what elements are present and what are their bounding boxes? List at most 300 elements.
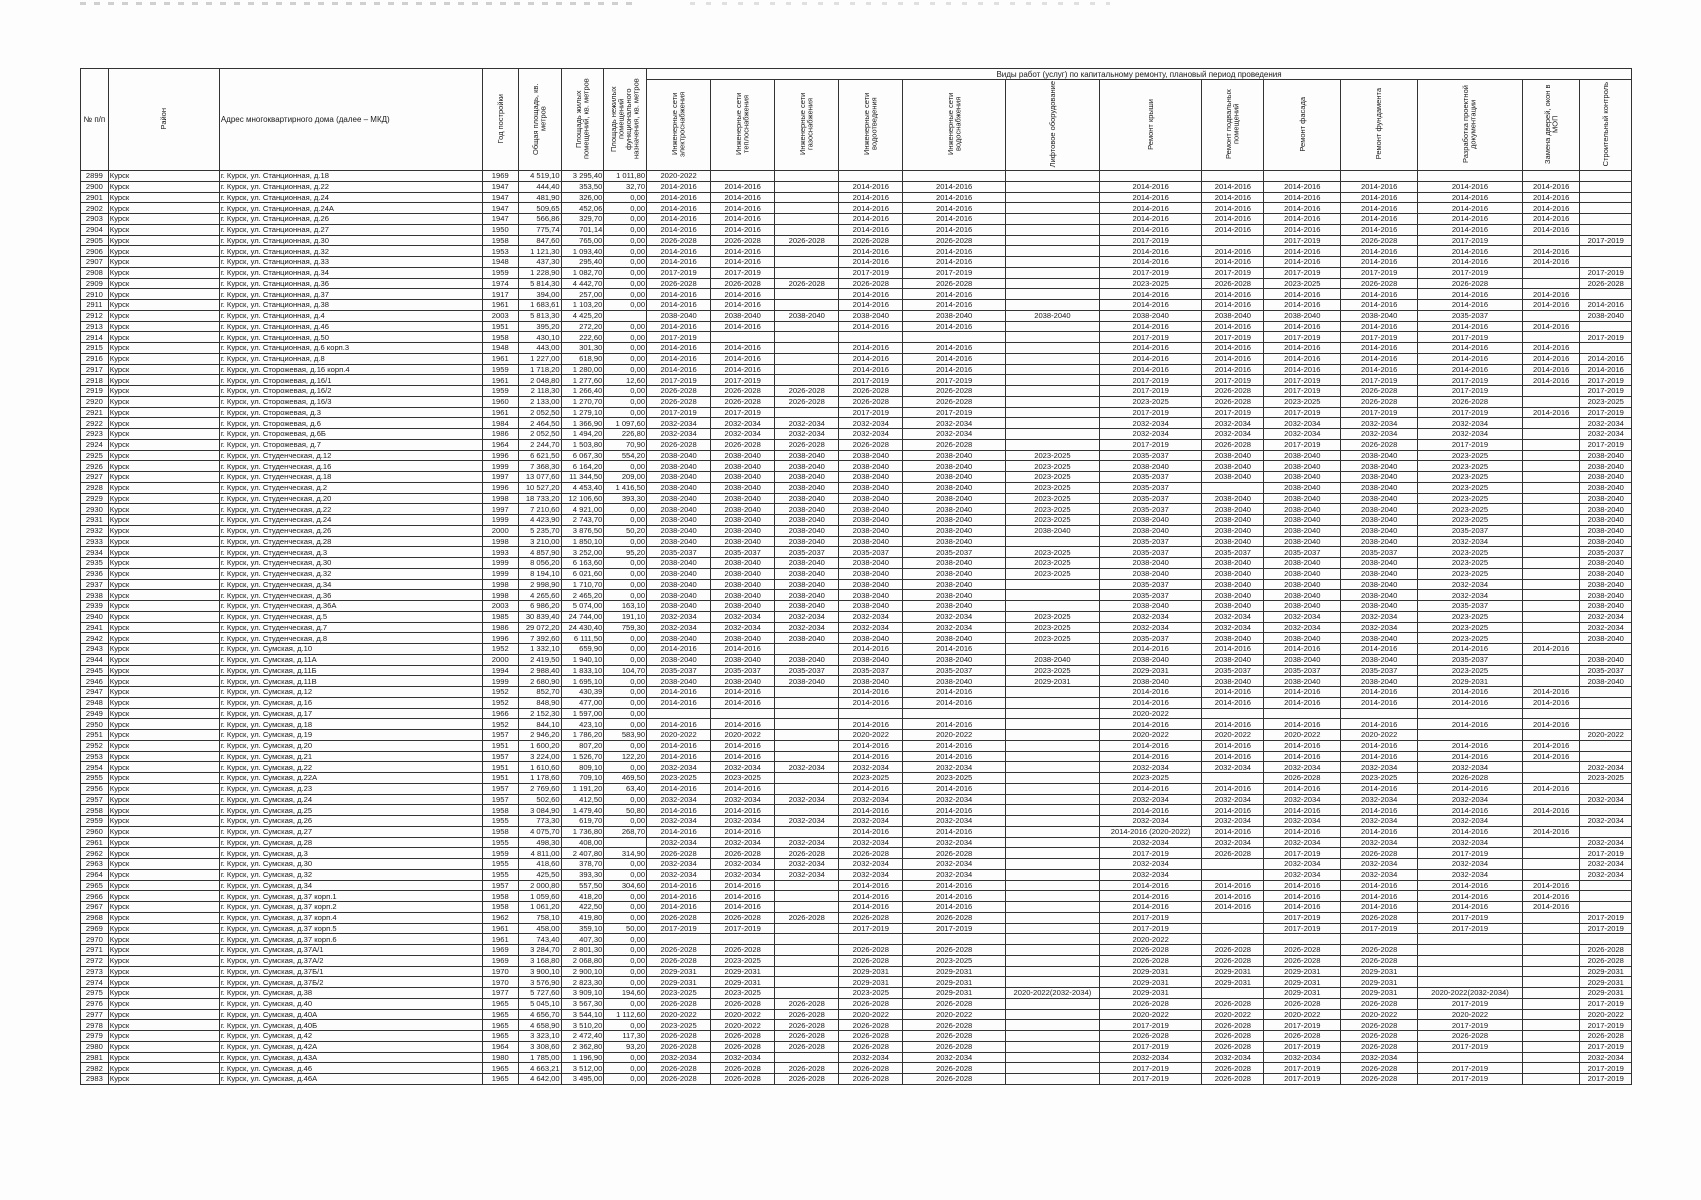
- facade-period-cell: 2014-2016: [1264, 644, 1341, 655]
- elevator-period-cell: [1005, 289, 1099, 300]
- construction-control-period-cell: [1580, 697, 1632, 708]
- nonliving-area-cell: 0,00: [604, 794, 647, 805]
- electric-period-cell: 2026-2028: [647, 998, 711, 1009]
- district-cell: Курск: [108, 321, 219, 332]
- gas-period-cell: [775, 343, 839, 354]
- elevator-period-cell: [1005, 1063, 1099, 1074]
- sewerage-period-cell: 2014-2016: [839, 343, 903, 354]
- roof-period-cell: 2017-2019: [1099, 848, 1202, 859]
- heating-period-cell: 2014-2016: [711, 880, 775, 891]
- construction-control-period-cell: 2029-2031: [1580, 966, 1632, 977]
- living-area-cell: 2 472,40: [561, 1031, 604, 1042]
- basement-period-cell: 2035-2037: [1202, 665, 1264, 676]
- nonliving-area-cell: 50,80: [604, 805, 647, 816]
- facade-period-cell: 2020-2022: [1264, 1009, 1341, 1020]
- table-row: [81, 719, 1632, 730]
- table-row: [81, 321, 1632, 332]
- elevator-period-cell: [1005, 439, 1099, 450]
- table-row: [81, 622, 1632, 633]
- foundation-period-cell: 2014-2016: [1341, 214, 1418, 225]
- elevator-period-cell: [1005, 816, 1099, 827]
- doors-windows-period-cell: 2014-2016: [1522, 644, 1580, 655]
- address-cell: г. Курск, ул. Сумская, д.16: [219, 697, 482, 708]
- sewerage-period-cell: 2038-2040: [839, 633, 903, 644]
- design-docs-period-cell: 2023-2025: [1418, 622, 1523, 633]
- heating-period-cell: 2014-2016: [711, 192, 775, 203]
- sewerage-period-cell: 2032-2034: [839, 816, 903, 827]
- foundation-period-cell: 2032-2034: [1341, 611, 1418, 622]
- construction-control-period-cell: 2023-2025: [1580, 396, 1632, 407]
- facade-period-cell: 2017-2019: [1264, 923, 1341, 934]
- basement-period-cell: 2014-2016: [1202, 687, 1264, 698]
- district-cell: Курск: [108, 719, 219, 730]
- elevator-period-cell: [1005, 353, 1099, 364]
- construction-control-period-cell: 2017-2019: [1580, 998, 1632, 1009]
- row-number: 2976: [81, 998, 109, 1009]
- foundation-period-cell: 2023-2025: [1341, 773, 1418, 784]
- heating-period-cell: 2014-2016: [711, 224, 775, 235]
- gas-period-cell: 2026-2028: [775, 1074, 839, 1085]
- total-area-cell: 4 811,00: [518, 848, 561, 859]
- doors-windows-period-cell: [1522, 525, 1580, 536]
- water-period-cell: 2014-2016: [903, 644, 1006, 655]
- roof-period-cell: 2017-2019: [1099, 1074, 1202, 1085]
- year-cell: 2003: [482, 601, 518, 612]
- nonliving-area-cell: 0,00: [604, 934, 647, 945]
- electric-period-cell: 2026-2028: [647, 396, 711, 407]
- total-area-cell: 3 323,10: [518, 1031, 561, 1042]
- address-cell: г. Курск, ул. Станционная, д.8: [219, 353, 482, 364]
- elevator-period-cell: [1005, 418, 1099, 429]
- heating-period-cell: 2026-2028: [711, 912, 775, 923]
- heating-period-cell: 2014-2016: [711, 644, 775, 655]
- nonliving-area-cell: 0,00: [604, 504, 647, 515]
- living-area-cell: 1 196,90: [561, 1052, 604, 1063]
- gas-period-cell: 2038-2040: [775, 472, 839, 483]
- water-period-cell: 2026-2028: [903, 848, 1006, 859]
- basement-period-cell: 2017-2019: [1202, 375, 1264, 386]
- table-row: [81, 665, 1632, 676]
- heating-period-cell: 2014-2016: [711, 289, 775, 300]
- foundation-period-cell: 2026-2028: [1341, 235, 1418, 246]
- elevator-period-cell: [1005, 429, 1099, 440]
- year-cell: 1999: [482, 676, 518, 687]
- heating-period-cell: 2038-2040: [711, 536, 775, 547]
- total-area-cell: 1 332,10: [518, 644, 561, 655]
- district-cell: Курск: [108, 923, 219, 934]
- table-row: [81, 246, 1632, 257]
- water-period-cell: 2038-2040: [903, 461, 1006, 472]
- address-cell: г. Курск, ул. Сумская, д.30: [219, 859, 482, 870]
- elevator-period-cell: [1005, 740, 1099, 751]
- sewerage-period-cell: 2032-2034: [839, 622, 903, 633]
- doors-windows-period-cell: [1522, 461, 1580, 472]
- table-row: [81, 590, 1632, 601]
- gas-period-cell: [775, 364, 839, 375]
- electric-period-cell: 2032-2034: [647, 1052, 711, 1063]
- doors-windows-period-cell: 2014-2016: [1522, 224, 1580, 235]
- gas-period-cell: 2026-2028: [775, 439, 839, 450]
- year-cell: 1951: [482, 740, 518, 751]
- nonliving-area-cell: 0,00: [604, 461, 647, 472]
- year-cell: 1986: [482, 429, 518, 440]
- heating-period-cell: 2032-2034: [711, 837, 775, 848]
- heating-period-cell: 2035-2037: [711, 547, 775, 558]
- basement-period-cell: 2014-2016: [1202, 224, 1264, 235]
- basement-period-cell: 2032-2034: [1202, 794, 1264, 805]
- doors-windows-period-cell: [1522, 923, 1580, 934]
- sewerage-period-cell: 2014-2016: [839, 740, 903, 751]
- design-docs-period-cell: 2023-2025: [1418, 461, 1523, 472]
- total-area-cell: 10 527,20: [518, 482, 561, 493]
- gas-period-cell: [775, 783, 839, 794]
- living-area-cell: 419,80: [561, 912, 604, 923]
- water-period-cell: 2032-2034: [903, 418, 1006, 429]
- facade-period-cell: 2035-2037: [1264, 547, 1341, 558]
- sewerage-period-cell: 2032-2034: [839, 837, 903, 848]
- construction-control-period-cell: 2032-2034: [1580, 418, 1632, 429]
- table-row: [81, 740, 1632, 751]
- total-area-cell: 758,10: [518, 912, 561, 923]
- living-area-cell: 618,90: [561, 353, 604, 364]
- living-area-cell: 6 111,50: [561, 633, 604, 644]
- construction-control-period-cell: 2032-2034: [1580, 762, 1632, 773]
- doors-windows-period-cell: [1522, 536, 1580, 547]
- facade-period-cell: 2038-2040: [1264, 450, 1341, 461]
- design-docs-period-cell: 2020-2022: [1418, 1009, 1523, 1020]
- col-header-basement: Ремонт подвальных помещений: [1202, 80, 1264, 171]
- foundation-period-cell: 2014-2016: [1341, 880, 1418, 891]
- water-period-cell: 2026-2028: [903, 1041, 1006, 1052]
- heating-period-cell: 2026-2028: [711, 848, 775, 859]
- address-cell: г. Курск, ул. Сторожевая, д.16/1: [219, 375, 482, 386]
- table-row: [81, 816, 1632, 827]
- sewerage-period-cell: 2026-2028: [839, 998, 903, 1009]
- total-area-cell: 1 227,00: [518, 353, 561, 364]
- year-cell: 1959: [482, 386, 518, 397]
- doors-windows-period-cell: 2014-2016: [1522, 805, 1580, 816]
- address-cell: г. Курск, ул. Студенческая, д.2: [219, 482, 482, 493]
- sewerage-period-cell: 2026-2028: [839, 235, 903, 246]
- electric-period-cell: 2014-2016: [647, 880, 711, 891]
- row-number: 2943: [81, 644, 109, 655]
- design-docs-period-cell: 2014-2016: [1418, 289, 1523, 300]
- facade-period-cell: 2014-2016: [1264, 321, 1341, 332]
- heating-period-cell: 2014-2016: [711, 353, 775, 364]
- basement-period-cell: [1202, 934, 1264, 945]
- nonliving-area-cell: 12,60: [604, 375, 647, 386]
- basement-period-cell: 2038-2040: [1202, 472, 1264, 483]
- design-docs-period-cell: 2035-2037: [1418, 654, 1523, 665]
- district-cell: Курск: [108, 988, 219, 999]
- total-area-cell: 4 075,70: [518, 826, 561, 837]
- nonliving-area-cell: 209,00: [604, 472, 647, 483]
- roof-period-cell: 2020-2022: [1099, 1009, 1202, 1020]
- roof-period-cell: 2029-2031: [1099, 977, 1202, 988]
- year-cell: 1969: [482, 171, 518, 182]
- gas-period-cell: [775, 955, 839, 966]
- scan-artifact: [80, 2, 640, 5]
- living-area-cell: 2 407,80: [561, 848, 604, 859]
- row-number: 2901: [81, 192, 109, 203]
- total-area-cell: 1 610,60: [518, 762, 561, 773]
- doors-windows-period-cell: 2014-2016: [1522, 375, 1580, 386]
- address-cell: г. Курск, ул. Станционная, д.38: [219, 300, 482, 311]
- nonliving-area-cell: 0,00: [604, 278, 647, 289]
- year-cell: 1961: [482, 375, 518, 386]
- total-area-cell: 1 785,00: [518, 1052, 561, 1063]
- roof-period-cell: 2014-2016 (2020-2022): [1099, 826, 1202, 837]
- district-cell: Курск: [108, 773, 219, 784]
- elevator-period-cell: 2023-2025: [1005, 482, 1099, 493]
- construction-control-period-cell: 2032-2034: [1580, 611, 1632, 622]
- total-area-cell: 30 839,40: [518, 611, 561, 622]
- electric-period-cell: 2032-2034: [647, 859, 711, 870]
- design-docs-period-cell: 2023-2025: [1418, 482, 1523, 493]
- col-header-foundation: Ремонт фундамента: [1341, 80, 1418, 171]
- basement-period-cell: 2014-2016: [1202, 257, 1264, 268]
- address-cell: г. Курск, ул. Станционная, д.46: [219, 321, 482, 332]
- water-period-cell: 2026-2028: [903, 1063, 1006, 1074]
- heating-period-cell: 2026-2028: [711, 1074, 775, 1085]
- gas-period-cell: [775, 224, 839, 235]
- construction-control-period-cell: [1580, 181, 1632, 192]
- district-cell: Курск: [108, 837, 219, 848]
- year-cell: 1996: [482, 450, 518, 461]
- design-docs-period-cell: 2017-2019: [1418, 267, 1523, 278]
- doors-windows-period-cell: [1522, 966, 1580, 977]
- sewerage-period-cell: 2038-2040: [839, 654, 903, 665]
- construction-control-period-cell: [1580, 644, 1632, 655]
- construction-control-period-cell: [1580, 934, 1632, 945]
- foundation-period-cell: 2014-2016: [1341, 224, 1418, 235]
- water-period-cell: 2026-2028: [903, 1074, 1006, 1085]
- basement-period-cell: 2038-2040: [1202, 654, 1264, 665]
- water-period-cell: 2035-2037: [903, 547, 1006, 558]
- district-cell: Курск: [108, 1052, 219, 1063]
- sewerage-period-cell: 2023-2025: [839, 773, 903, 784]
- foundation-period-cell: 2020-2022: [1341, 730, 1418, 741]
- living-area-cell: 393,30: [561, 869, 604, 880]
- total-area-cell: 852,70: [518, 687, 561, 698]
- elevator-period-cell: 2038-2040: [1005, 654, 1099, 665]
- water-period-cell: 2032-2034: [903, 869, 1006, 880]
- table-row: [81, 450, 1632, 461]
- district-cell: Курск: [108, 171, 219, 182]
- table-row: [81, 697, 1632, 708]
- design-docs-period-cell: 2032-2034: [1418, 579, 1523, 590]
- year-cell: 1965: [482, 1031, 518, 1042]
- construction-control-period-cell: 2017-2019: [1580, 375, 1632, 386]
- nonliving-area-cell: 0,00: [604, 203, 647, 214]
- year-cell: 1952: [482, 687, 518, 698]
- facade-period-cell: 2014-2016: [1264, 192, 1341, 203]
- construction-control-period-cell: 2038-2040: [1580, 558, 1632, 569]
- elevator-period-cell: [1005, 977, 1099, 988]
- address-cell: г. Курск, ул. Сумская, д.26: [219, 816, 482, 827]
- water-period-cell: 2038-2040: [903, 493, 1006, 504]
- nonliving-area-cell: 95,20: [604, 547, 647, 558]
- address-cell: г. Курск, ул. Сторожевая, д.16 корп.4: [219, 364, 482, 375]
- electric-period-cell: 2035-2037: [647, 547, 711, 558]
- water-period-cell: 2014-2016: [903, 181, 1006, 192]
- living-area-cell: 1 736,80: [561, 826, 604, 837]
- foundation-period-cell: 2038-2040: [1341, 558, 1418, 569]
- sewerage-period-cell: 2038-2040: [839, 568, 903, 579]
- basement-period-cell: 2026-2028: [1202, 278, 1264, 289]
- doors-windows-period-cell: 2014-2016: [1522, 719, 1580, 730]
- row-number: 2912: [81, 310, 109, 321]
- heating-period-cell: 2038-2040: [711, 472, 775, 483]
- sewerage-period-cell: 2026-2028: [839, 278, 903, 289]
- facade-period-cell: 2014-2016: [1264, 257, 1341, 268]
- water-period-cell: 2026-2028: [903, 235, 1006, 246]
- electric-period-cell: 2038-2040: [647, 450, 711, 461]
- foundation-period-cell: 2026-2028: [1341, 912, 1418, 923]
- electric-period-cell: 2026-2028: [647, 235, 711, 246]
- total-area-cell: 2 769,60: [518, 783, 561, 794]
- facade-period-cell: 2032-2034: [1264, 794, 1341, 805]
- year-cell: 1970: [482, 966, 518, 977]
- roof-period-cell: 2035-2037: [1099, 633, 1202, 644]
- heating-period-cell: 2038-2040: [711, 676, 775, 687]
- col-header-number: № п/п: [81, 69, 109, 171]
- address-cell: г. Курск, ул. Сумская, д.37 корп.2: [219, 902, 482, 913]
- living-area-cell: 1 526,70: [561, 751, 604, 762]
- facade-period-cell: 2038-2040: [1264, 482, 1341, 493]
- facade-period-cell: 2026-2028: [1264, 1031, 1341, 1042]
- roof-period-cell: 2029-2031: [1099, 665, 1202, 676]
- foundation-period-cell: 2026-2028: [1341, 945, 1418, 956]
- address-cell: г. Курск, ул. Студенческая, д.26: [219, 525, 482, 536]
- construction-control-period-cell: 2035-2037: [1580, 665, 1632, 676]
- total-area-cell: 509,65: [518, 203, 561, 214]
- doors-windows-period-cell: [1522, 429, 1580, 440]
- sewerage-period-cell: 2026-2028: [839, 1041, 903, 1052]
- col-header-elevator: Лифтовое оборудование: [1005, 80, 1099, 171]
- roof-period-cell: 2014-2016: [1099, 224, 1202, 235]
- total-area-cell: 2 052,50: [518, 429, 561, 440]
- gas-period-cell: 2026-2028: [775, 1009, 839, 1020]
- roof-period-cell: 2032-2034: [1099, 869, 1202, 880]
- electric-period-cell: 2038-2040: [647, 310, 711, 321]
- living-area-cell: 11 344,50: [561, 472, 604, 483]
- doors-windows-period-cell: [1522, 504, 1580, 515]
- address-cell: г. Курск, ул. Сумская, д.37 корп.1: [219, 891, 482, 902]
- facade-period-cell: 2014-2016: [1264, 300, 1341, 311]
- address-cell: г. Курск, ул. Сумская, д.37А/1: [219, 945, 482, 956]
- electric-period-cell: 2014-2016: [647, 192, 711, 203]
- doors-windows-period-cell: [1522, 934, 1580, 945]
- table-row: [81, 310, 1632, 321]
- district-cell: Курск: [108, 977, 219, 988]
- living-area-cell: 1 093,40: [561, 246, 604, 257]
- table-row: [81, 353, 1632, 364]
- basement-period-cell: 2026-2028: [1202, 848, 1264, 859]
- district-cell: Курск: [108, 267, 219, 278]
- nonliving-area-cell: 0,00: [604, 912, 647, 923]
- electric-period-cell: 2038-2040: [647, 568, 711, 579]
- table-row: [81, 224, 1632, 235]
- row-number: 2903: [81, 214, 109, 225]
- address-cell: г. Курск, ул. Станционная, д.30: [219, 235, 482, 246]
- sewerage-period-cell: 2026-2028: [839, 1031, 903, 1042]
- roof-period-cell: 2017-2019: [1099, 386, 1202, 397]
- water-period-cell: 2014-2016: [903, 880, 1006, 891]
- living-area-cell: 4 453,40: [561, 482, 604, 493]
- sewerage-period-cell: 2032-2034: [839, 762, 903, 773]
- nonliving-area-cell: 226,80: [604, 429, 647, 440]
- foundation-period-cell: 2026-2028: [1341, 955, 1418, 966]
- construction-control-period-cell: 2038-2040: [1580, 504, 1632, 515]
- district-cell: Курск: [108, 912, 219, 923]
- construction-control-period-cell: [1580, 902, 1632, 913]
- foundation-period-cell: 2029-2031: [1341, 977, 1418, 988]
- roof-period-cell: 2017-2019: [1099, 1063, 1202, 1074]
- facade-period-cell: 2014-2016: [1264, 719, 1341, 730]
- water-period-cell: 2017-2019: [903, 923, 1006, 934]
- roof-period-cell: 2035-2037: [1099, 590, 1202, 601]
- heating-period-cell: 2014-2016: [711, 343, 775, 354]
- gas-period-cell: 2038-2040: [775, 515, 839, 526]
- total-area-cell: 2 988,40: [518, 665, 561, 676]
- heating-period-cell: 2032-2034: [711, 418, 775, 429]
- col-header-total-area: Общая площадь, кв. метров: [518, 69, 561, 171]
- foundation-period-cell: 2032-2034: [1341, 429, 1418, 440]
- electric-period-cell: 2038-2040: [647, 633, 711, 644]
- basement-period-cell: 2014-2016: [1202, 214, 1264, 225]
- elevator-period-cell: 2023-2025: [1005, 665, 1099, 676]
- facade-period-cell: 2017-2019: [1264, 267, 1341, 278]
- design-docs-period-cell: 2032-2034: [1418, 837, 1523, 848]
- district-cell: Курск: [108, 192, 219, 203]
- design-docs-period-cell: 2014-2016: [1418, 891, 1523, 902]
- district-cell: Курск: [108, 697, 219, 708]
- address-cell: г. Курск, ул. Студенческая, д.24: [219, 515, 482, 526]
- gas-period-cell: [775, 644, 839, 655]
- year-cell: 1917: [482, 289, 518, 300]
- roof-period-cell: 2020-2022: [1099, 730, 1202, 741]
- district-cell: Курск: [108, 536, 219, 547]
- foundation-period-cell: 2032-2034: [1341, 859, 1418, 870]
- sewerage-period-cell: 2014-2016: [839, 697, 903, 708]
- doors-windows-period-cell: 2014-2016: [1522, 289, 1580, 300]
- total-area-cell: 4 857,90: [518, 547, 561, 558]
- table-row: [81, 300, 1632, 311]
- elevator-period-cell: 2023-2025: [1005, 493, 1099, 504]
- living-area-cell: 329,70: [561, 214, 604, 225]
- living-area-cell: 1 280,00: [561, 364, 604, 375]
- living-area-cell: 2 743,70: [561, 515, 604, 526]
- address-cell: г. Курск, ул. Сумская, д.46А: [219, 1074, 482, 1085]
- gas-period-cell: [775, 945, 839, 956]
- construction-control-period-cell: 2017-2019: [1580, 1041, 1632, 1052]
- roof-period-cell: 2032-2034: [1099, 816, 1202, 827]
- gas-period-cell: 2026-2028: [775, 1020, 839, 1031]
- sewerage-period-cell: 2026-2028: [839, 848, 903, 859]
- elevator-period-cell: [1005, 214, 1099, 225]
- row-number: 2967: [81, 902, 109, 913]
- doors-windows-period-cell: 2014-2016: [1522, 192, 1580, 203]
- construction-control-period-cell: [1580, 214, 1632, 225]
- roof-period-cell: 2032-2034: [1099, 622, 1202, 633]
- sewerage-period-cell: 2038-2040: [839, 450, 903, 461]
- water-period-cell: 2038-2040: [903, 515, 1006, 526]
- design-docs-period-cell: [1418, 730, 1523, 741]
- total-area-cell: 1 178,60: [518, 773, 561, 784]
- year-cell: 1958: [482, 235, 518, 246]
- elevator-period-cell: 2023-2025: [1005, 547, 1099, 558]
